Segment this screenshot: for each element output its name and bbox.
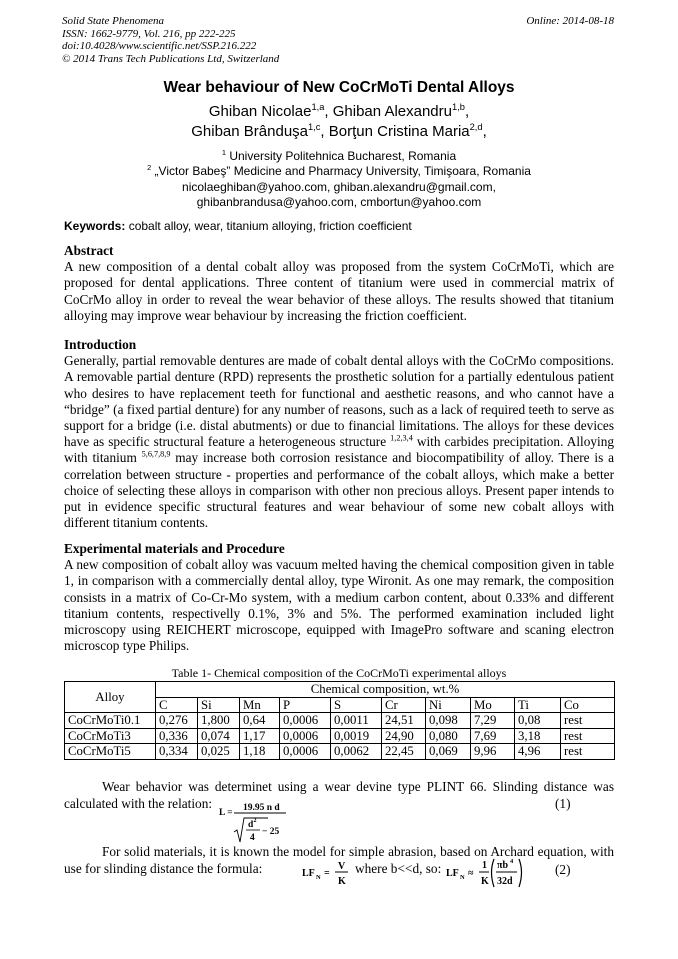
table-cell: 4,96 bbox=[515, 744, 561, 760]
author-name: Ghiban Brânduşa bbox=[191, 123, 308, 140]
table-row bbox=[65, 728, 615, 744]
author-affiliation-mark: 2,d bbox=[469, 122, 483, 132]
keywords bbox=[64, 219, 412, 233]
element-header: Si bbox=[198, 697, 240, 713]
formula-lfn bbox=[301, 857, 353, 889]
author-list: Ghiban Nicolae$^{1,a}$, Ghiban Alexandru$^{1,b}$, Ghiban Brânduşa$^{1,c}$, Borţun Cristina Maria$^{2,d}$, bbox=[191, 102, 487, 140]
online-date: Online: 2014-08-18 bbox=[526, 15, 614, 27]
f2-approx: ≈ bbox=[468, 868, 474, 879]
issn-line: ISSN: 1662-9779, Vol. 216, pp 222-225 bbox=[62, 27, 236, 40]
keywords-label: Keywords: bbox=[64, 219, 126, 233]
methods-section bbox=[64, 541, 614, 654]
element-header: C bbox=[156, 697, 198, 713]
keywords-text: cobalt alloy, wear, titanium alloying, friction coefficient bbox=[125, 219, 412, 233]
table-cell: 0,0019 bbox=[331, 728, 382, 744]
doi-line: doi:10.4028/www.scientific.net/SSP.216.222 bbox=[62, 40, 257, 52]
table-cell: 1,800 bbox=[198, 713, 240, 729]
element-header: S bbox=[331, 697, 382, 713]
table-cell: 24,90 bbox=[382, 728, 426, 744]
intro-text-part: with carbides precipitation. Alloying with titanium bbox=[64, 434, 614, 466]
table-cell: 0,0006 bbox=[280, 713, 331, 729]
wear-paragraph bbox=[64, 779, 614, 812]
table-cell: 0,069 bbox=[426, 744, 471, 760]
author-affiliation-mark: 1,a bbox=[311, 102, 325, 112]
table-cell: 0,074 bbox=[198, 728, 240, 744]
formula-lfn-approx bbox=[445, 855, 527, 891]
table-cell: 0,025 bbox=[198, 744, 240, 760]
affiliation-number: 2 bbox=[147, 163, 152, 173]
intro-text-part: may increase both corrosion resistance and biocompatibility of alloy. There is a correlation between structure - properties and performance of the cobalt alloys, which make a better choice of selecting these alloys in comparison with other non precious alloys. Present paper intends to put in evidence specific structural features and wear behaviour of some new cobalt alloys with different titanium contents. bbox=[64, 450, 614, 531]
equation-1 bbox=[218, 800, 298, 846]
element-header: Ti bbox=[515, 697, 561, 713]
email-line-2: ghibanbrandusa@yahoo.com, cmbortun@yahoo.com bbox=[196, 194, 482, 209]
introduction-section bbox=[64, 337, 614, 531]
equation-1-label: (1) bbox=[555, 796, 571, 811]
table-cell: 1,18 bbox=[240, 744, 280, 760]
table-cell: 0,64 bbox=[240, 713, 280, 729]
element-header: Mn bbox=[240, 697, 280, 713]
journal-header bbox=[62, 15, 279, 65]
table-cell: 0,334 bbox=[156, 744, 198, 760]
table-cell: 24,51 bbox=[382, 713, 426, 729]
solid-text: For solid materials, it is known the model for simple abrasion, based on Archard equation, with use for slinding distance the formula: bbox=[64, 844, 614, 876]
introduction-heading: Introduction bbox=[64, 337, 137, 352]
f2-lhs: LF bbox=[446, 868, 459, 879]
eq1-den-sq: 2 bbox=[253, 818, 257, 824]
copyright-line: © 2014 Trans Tech Publications Ltd, Switzerland bbox=[62, 52, 280, 65]
alloy-header: Alloy bbox=[65, 682, 156, 713]
formula-connector: where b<<d, so: bbox=[355, 861, 442, 876]
paper-title: Wear behaviour of New CoCrMoTi Dental Alloys bbox=[163, 79, 515, 96]
f1-sub: N bbox=[316, 874, 321, 881]
f2-inner-sup: 4 bbox=[510, 858, 514, 865]
author-name: Ghiban Nicolae bbox=[208, 103, 312, 120]
table-row bbox=[65, 713, 615, 729]
table-caption: Table 1- Chemical composition of the CoCrMoTi experimental alloys bbox=[171, 666, 507, 680]
table-cell: 3,18 bbox=[515, 728, 561, 744]
table-cell: 22,45 bbox=[382, 744, 426, 760]
table-cell: 0,0062 bbox=[331, 744, 382, 760]
abstract-text: A new composition of a dental cobalt alloy was proposed from the system CoCrMoTi, which are proposed for dental applications. Three content of titanium were used in commercial matrix of CoCrMo alloy in order to reveal the wear behavior of these alloys. The results showed that titanium alloying may improve wear behaviour by increasing the friction coefficient. bbox=[64, 259, 614, 323]
element-header: Cr bbox=[382, 697, 426, 713]
f1-eq: = bbox=[324, 868, 330, 879]
eq1-numerator: 19.95 n d bbox=[243, 803, 280, 813]
element-header: P bbox=[280, 697, 331, 713]
author-affiliation-mark: 1,b bbox=[452, 102, 465, 112]
f2-inner-num: πb bbox=[497, 860, 509, 871]
table-cell: 7,69 bbox=[471, 728, 515, 744]
f2-left-paren bbox=[492, 859, 495, 887]
table-cell: rest bbox=[561, 728, 615, 744]
table-cell: rest bbox=[561, 713, 615, 729]
f2-num: 1 bbox=[482, 860, 487, 871]
citation-ref: 1,2,3,4 bbox=[390, 433, 413, 443]
affiliation-2: „Victor Babeş” Medicine and Pharmacy University, Timişoara, Romania bbox=[154, 164, 531, 179]
journal-name: Solid State Phenomena bbox=[62, 15, 165, 27]
methods-text: A new composition of cobalt alloy was vacuum melted having the chemical composition given in table 1, in comparison with a commercially dental alloy, type Wironit. As one may remark, the composition consists in a matrix of Co-Cr-Mo system, with a medium carbon content, about 0.33% and different titanium contents, respectivelly 0.1%, 3% and 5%. The performed examination included light microscopy using REICHERT microscope, equipped with ImagePro software and scaning electron microscop type Philips. bbox=[64, 557, 614, 654]
table-cell: 0,098 bbox=[426, 713, 471, 729]
table-cell: 1,17 bbox=[240, 728, 280, 744]
table-cell: 0,0006 bbox=[280, 728, 331, 744]
author-name: Ghiban Alexandru bbox=[332, 103, 452, 120]
author-name: Borţun Cristina Maria bbox=[328, 123, 470, 140]
table-row bbox=[65, 744, 615, 760]
f1-lhs: LF bbox=[302, 868, 315, 879]
element-header: Mo bbox=[471, 697, 515, 713]
table-cell: 0,336 bbox=[156, 728, 198, 744]
table-cell: 0,276 bbox=[156, 713, 198, 729]
f1-den: K bbox=[338, 876, 346, 887]
eq1-lhs: L = bbox=[219, 808, 233, 818]
table-cell: 9,96 bbox=[471, 744, 515, 760]
methods-heading: Experimental materials and Procedure bbox=[64, 541, 285, 556]
alloy-cell: CoCrMoTi0.1 bbox=[65, 713, 156, 729]
f2-inner-den: 32d bbox=[497, 876, 513, 887]
composition-header: Chemical composition, wt.% bbox=[156, 682, 615, 698]
author-affiliation-mark: 1,c bbox=[308, 122, 321, 132]
table-cell: 0,08 bbox=[515, 713, 561, 729]
eq1-den-4: 4 bbox=[250, 833, 255, 843]
table-cell: 0,0011 bbox=[331, 713, 382, 729]
introduction-text bbox=[64, 353, 614, 531]
affiliation-block bbox=[0, 149, 678, 210]
f1-num: V bbox=[338, 861, 346, 872]
email-line-1: nicolaeghiban@yahoo.com, ghiban.alexandru@gmail.com, bbox=[182, 179, 496, 194]
table-cell: 7,29 bbox=[471, 713, 515, 729]
abstract-heading: Abstract bbox=[64, 243, 114, 258]
abstract-section bbox=[64, 243, 614, 324]
equation-2-label: (2) bbox=[555, 862, 571, 877]
element-header: Ni bbox=[426, 697, 471, 713]
affiliation-1: University Politehnica Bucharest, Romania bbox=[229, 149, 457, 163]
table-cell: 0,080 bbox=[426, 728, 471, 744]
eq1-den-d: d bbox=[248, 820, 254, 830]
composition-table bbox=[64, 681, 615, 760]
alloy-cell: CoCrMoTi5 bbox=[65, 744, 156, 760]
eq1-minus: − 25 bbox=[262, 827, 280, 837]
f2-right-paren bbox=[519, 859, 522, 887]
f2-den: K bbox=[481, 876, 489, 887]
citation-ref: 5,6,7,8,9 bbox=[141, 450, 171, 459]
intro-text-part: Generally, partial removable dentures are made of cobalt dental alloys with the CoCrMo compositions. A removable partial denture (RPD) represents the prosthetic solution for a partially edentulous patient who desires to have replacement teeth for functional and aesthetic reasons, and who cannot have a “bridge” (a fixed partial denture) for any number of reasons, such as a lack of required teeth to serve as support for a bridge (i.e. distal abutments) or due to financial limitations. The alloys for these devices have as specific structural feature a heterogeneous structure bbox=[64, 353, 614, 450]
f2-sub: N bbox=[460, 874, 465, 881]
wear-text: Wear behavior was determinet using a wear devine type PLINT 66. Slinding distance was calculated with the relation: bbox=[64, 779, 614, 811]
affiliation-number: 1 bbox=[221, 148, 226, 157]
table-cell: rest bbox=[561, 744, 615, 760]
table-cell: 0,0006 bbox=[280, 744, 331, 760]
element-header: Co bbox=[561, 697, 615, 713]
alloy-cell: CoCrMoTi3 bbox=[65, 728, 156, 744]
